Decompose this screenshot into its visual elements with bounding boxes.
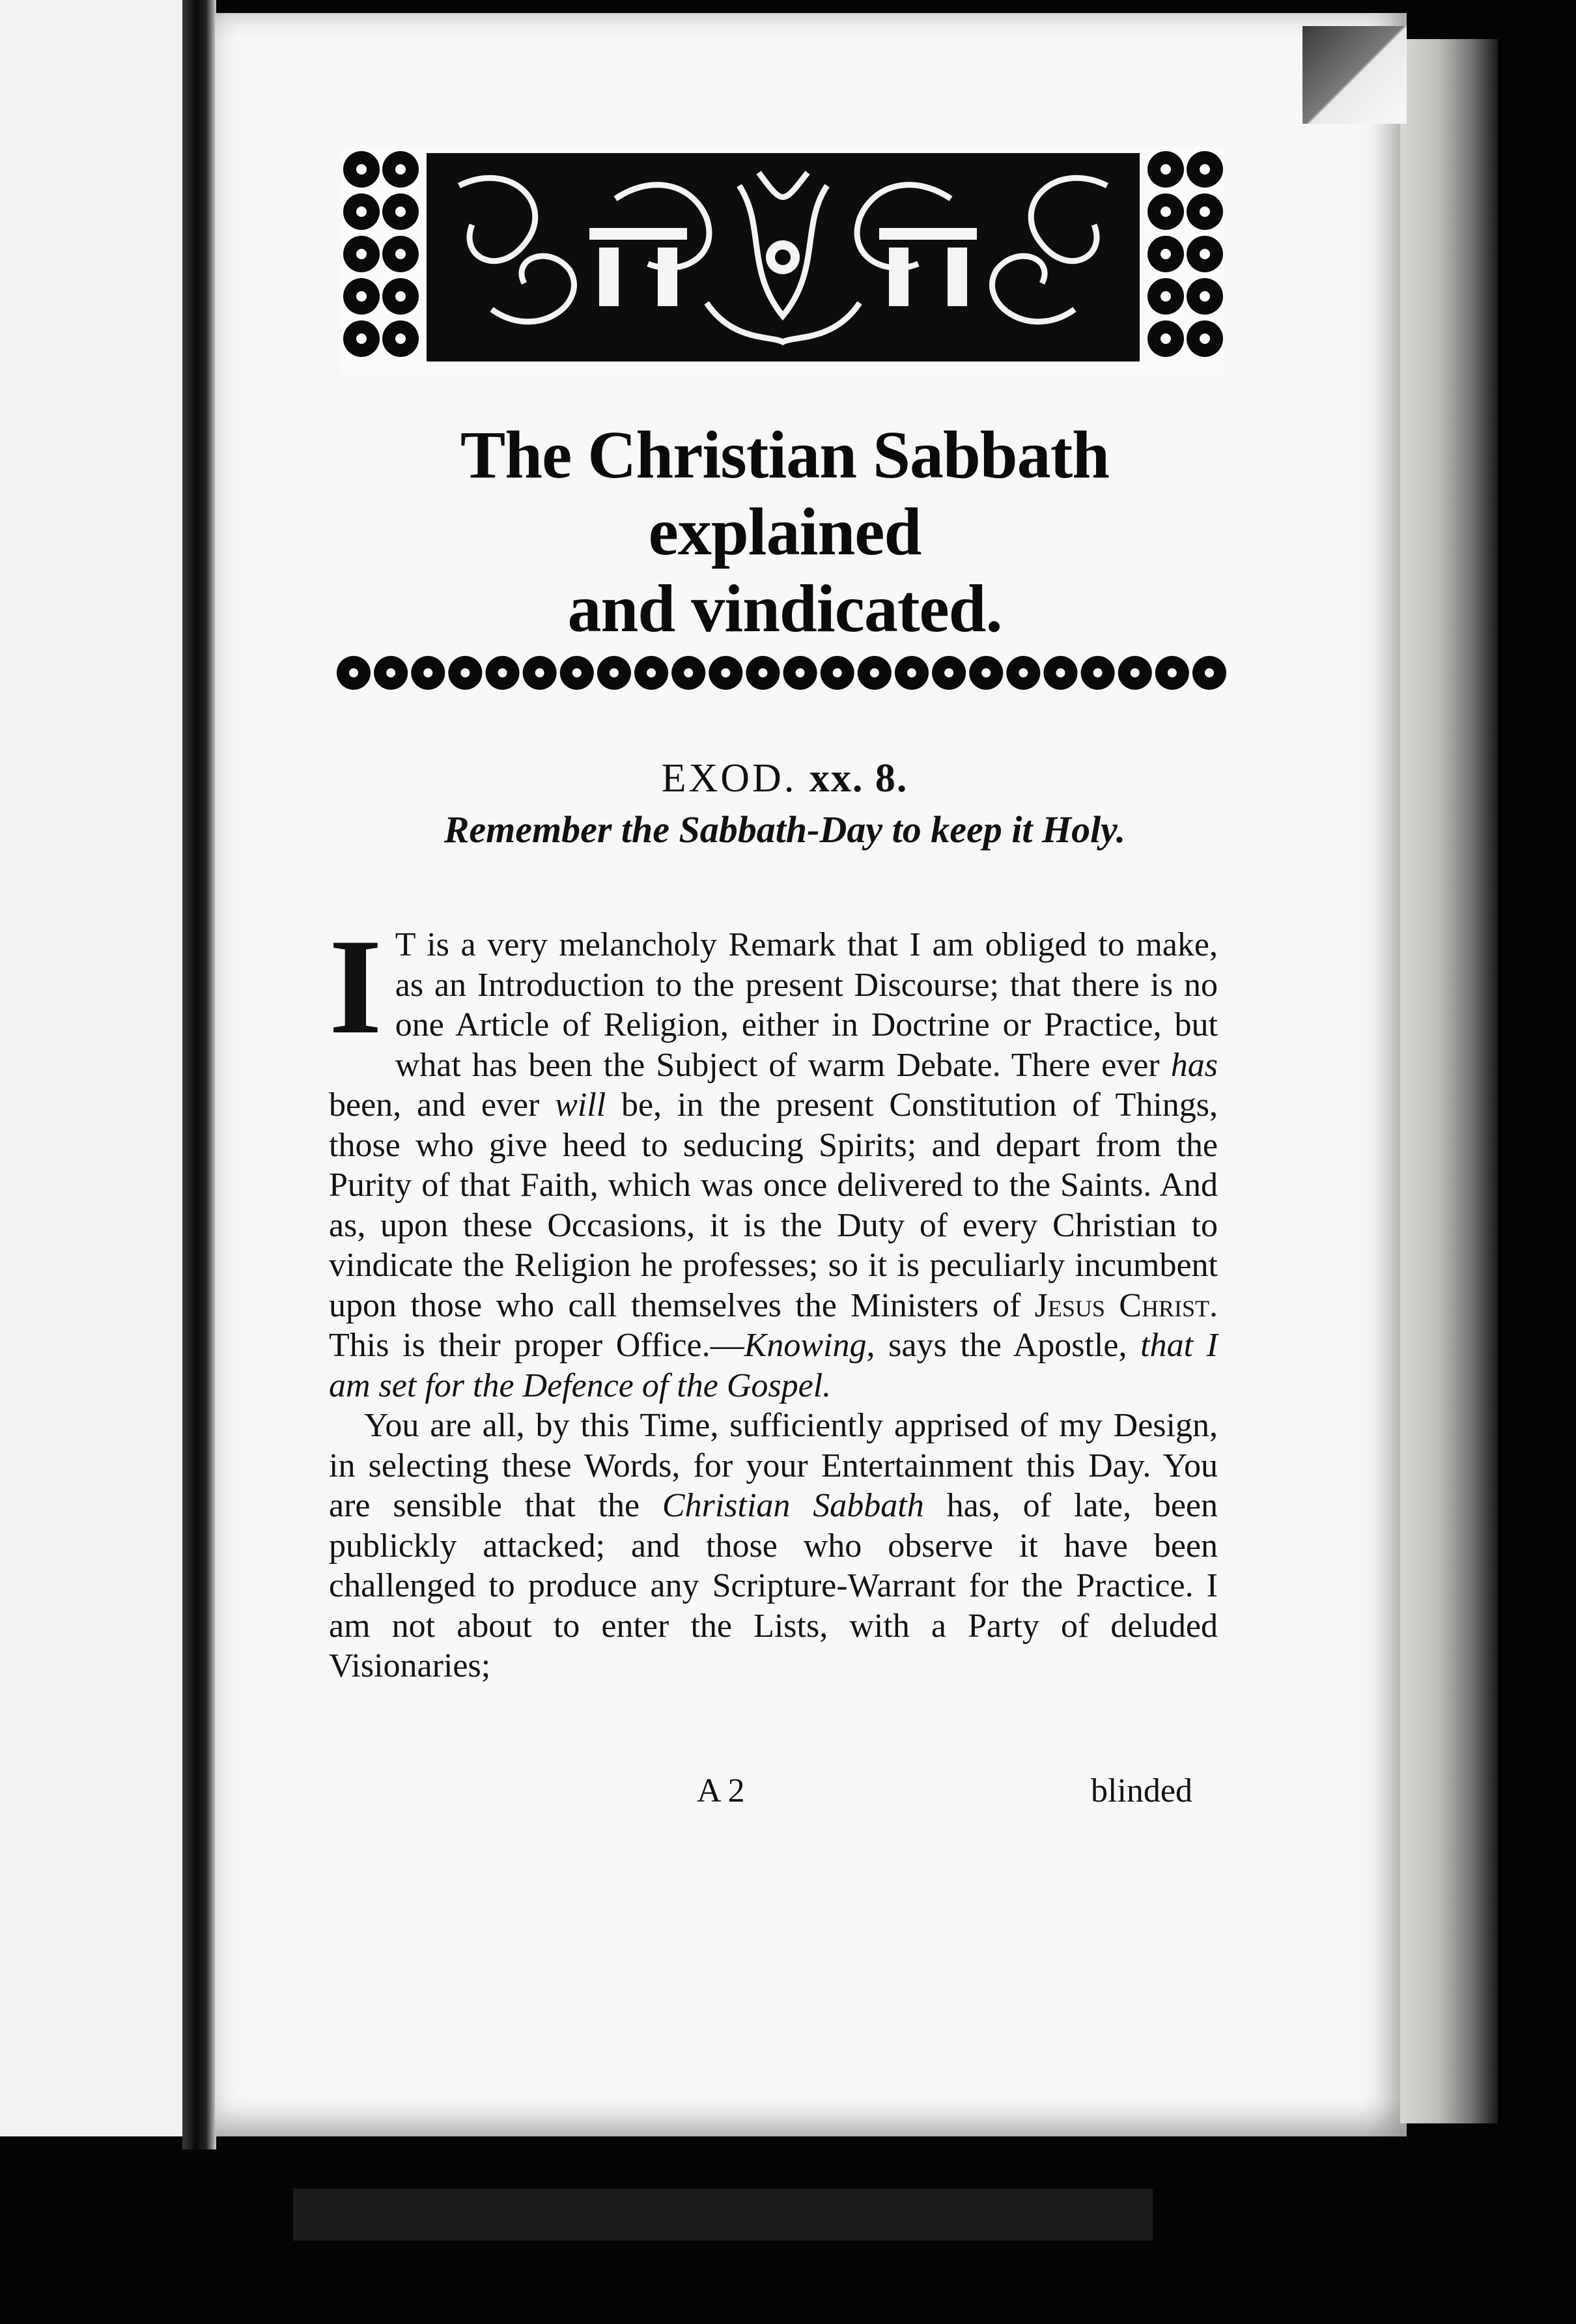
rule-rosette-center [460,668,470,677]
p1-text-c: be, in the present Constitution of Things, those who give heed to seducing Spirits; and depart from the Purity of that Faith, which was once delivered to the Saints. And as, upon these Occasions, it is the Duty of every Christian to vindicate the Religion he professes; so it is peculiarly incumbent upon those who call themselves the Ministers of [329,1086,1218,1324]
rule-rosette-center [1131,668,1140,677]
p2-text-b: has, of late, been publickly attacked; and those who observe it have been challenged to produce any Scripture-Warrant for the Practice. I am not about to enter the Lists, with a Party of deluded Visionaries; [329,1487,1218,1684]
paragraph-2 [329,1406,1218,1686]
reference-book: EXOD. [661,756,797,801]
folded-corner [1302,26,1407,124]
rule-rosette-center [981,668,991,677]
p1-italic-quote: that I am set for the Defence of the Gospel. [329,1327,1218,1404]
paragraph-1 [329,911,1218,1406]
ornamental-headpiece [342,147,1224,375]
rule-rosette-center [647,668,656,677]
rule-rosette-center [1093,668,1103,677]
rule-rosette-center [758,668,767,677]
page-edge [1400,39,1498,2123]
p1-text-a: T is a very melancholy Remark that I am obliged to make, as an Introduction to the present Discourse; that there is no one Article of Religion, either in Doctrine or Practice, but what has been the Subject of warm Debate. There ever [395,926,1218,1084]
p2-italic-sabbath: Christian Sabbath [662,1487,924,1524]
page-title [326,417,1244,647]
signature-mark: A 2 [697,1772,745,1809]
p1-text-b: been, and ever [329,1086,556,1124]
p1-jesus-christ: Jesus Christ. [1034,1286,1218,1324]
p1-italic-knowing: Knowing [744,1327,867,1364]
ornamental-rule [335,644,1228,702]
rule-rosette-center [907,668,916,677]
rule-rosette-center [796,668,805,677]
book-gutter [182,0,216,2149]
catchword: blinded [1091,1772,1192,1809]
rule-rosette-center [386,668,395,677]
rule-rosette-center [1019,668,1028,677]
p1-text-e: , says the Apostle, [866,1327,1141,1364]
title-line-2: and vindicated. [567,571,1002,646]
facing-page [0,0,189,2136]
rule-rosette-center [423,668,432,677]
rule-rosette-center [535,668,544,677]
rule-rosette-center [349,668,358,677]
scripture-reference [326,756,1244,802]
rule-rosette-center [1168,668,1177,677]
scripture-motto: Remember the Sabbath-Day to keep it Holy. [443,808,1126,851]
rule-rosette-center [1205,668,1214,677]
p2-text-a: You are all, by this Time, sufficiently apprised of my Design, in selecting these Words, for your Entertainment this Day. You are sensible that the [329,1407,1218,1524]
p1-italic-will: will [555,1086,606,1124]
rule-rosette-center [870,668,879,677]
drop-cap: I [329,911,382,1062]
reference-chapter: xx. 8. [809,756,908,801]
rule-rosette-center [721,668,730,677]
rule-rosette-center [572,668,582,677]
rule-rosette-center [498,668,507,677]
rule-rosette-center [684,668,693,677]
rule-rosette-center [610,668,619,677]
title-line-1: The Christian Sabbath explained [460,418,1110,569]
p1-italic-has: has [1170,1046,1218,1084]
rule-rosette-center [833,668,842,677]
rule-rosette-center [944,668,953,677]
p1-text-d: This is their proper Office.— [329,1327,744,1364]
scan-bottom-strip [293,2189,1153,2241]
body-text [329,911,1218,1686]
rule-rosette-center [1056,668,1065,677]
